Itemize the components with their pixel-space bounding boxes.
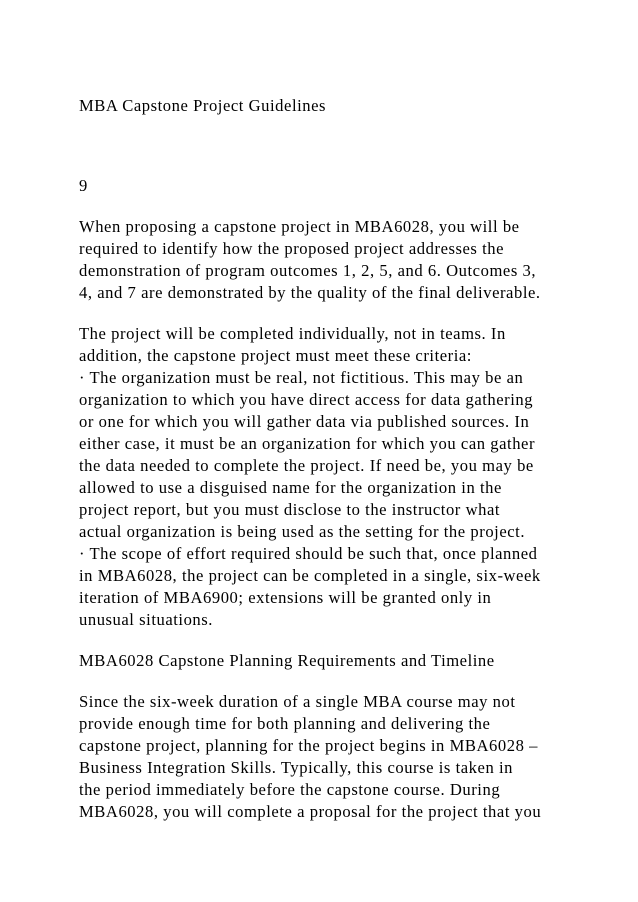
text-line: either case, it must be an organization for which you can gather [79, 434, 536, 453]
text-line: provide enough time for both planning and delivering the [79, 714, 491, 733]
page-number: 9 [79, 176, 88, 195]
text-line: addition, the capstone project must meet these criteria: [79, 346, 472, 365]
text-line: project report, but you must disclose to the instructor what [79, 500, 501, 519]
text-line: Since the six-week duration of a single MBA course may not [79, 692, 516, 711]
text-line: the period immediately before the capstone course. During [79, 780, 501, 799]
criteria-bullet-line: · The scope of effort required should be such that, once planned [79, 544, 538, 563]
document-title: MBA Capstone Project Guidelines [79, 96, 327, 115]
text-line: or one for which you will gather data via published sources. In [79, 412, 530, 431]
text-line: MBA6028, you will complete a proposal for the project that you [79, 802, 542, 821]
text-line: actual organization is being used as the setting for the project. [79, 522, 526, 541]
text-line: The project will be completed individually, not in teams. In [79, 324, 506, 343]
text-line: organization to which you have direct access for data gathering [79, 390, 534, 409]
text-line: capstone project, planning for the project begins in MBA6028 – [79, 736, 538, 755]
text-line: required to identify how the proposed project addresses the [79, 239, 505, 258]
text-line: 4, and 7 are demonstrated by the quality of the final deliverable. [79, 283, 541, 302]
section-heading: MBA6028 Capstone Planning Requirements and Timeline [79, 651, 495, 670]
text-line: iteration of MBA6900; extensions will be granted only in [79, 588, 492, 607]
text-line: the data needed to complete the project. If need be, you may be [79, 456, 534, 475]
text-line: unusual situations. [79, 610, 213, 629]
text-line: demonstration of program outcomes 1, 2, 5, and 6. Outcomes 3, [79, 261, 537, 280]
text-line: Business Integration Skills. Typically, this course is taken in [79, 758, 514, 777]
text-line: When proposing a capstone project in MBA6028, you will be [79, 217, 520, 236]
criteria-bullet-line: · The organization must be real, not fictitious. This may be an [79, 368, 524, 387]
text-line: in MBA6028, the project can be completed in a single, six-week [79, 566, 541, 585]
text-line: allowed to use a disguised name for the organization in the [79, 478, 502, 497]
